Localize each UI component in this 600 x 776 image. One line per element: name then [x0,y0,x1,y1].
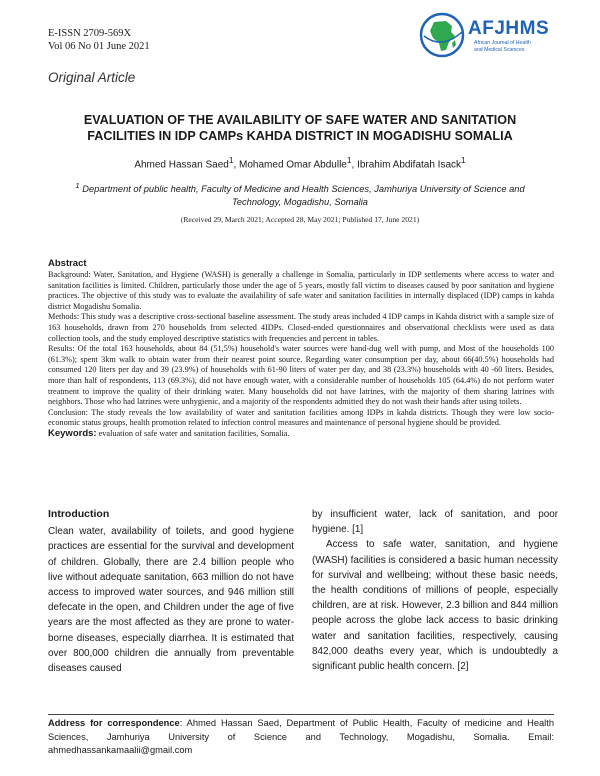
correspondence [48,717,554,758]
intro-column-right [312,507,558,674]
affiliation-marker: 1 [75,181,80,190]
keywords [48,429,554,440]
logo-subtitle-line1: African Journal of Health [474,40,531,46]
volume-info: Vol 06 No 01 June 2021 [48,41,150,52]
keywords-text: evaluation of safe water and sanitation facilities, Somalia. [96,428,290,438]
author-separator: , [351,159,358,171]
author-1-affiliation: 1 [228,155,234,165]
title-line-2: FACILITIES IN IDP CAMPs KAHDA DISTRICT IN MOGADISHU SOMALIA [87,129,513,143]
author-list [40,155,560,170]
intro-paragraph-1-continued: by insufficient water, lack of sanitation, and poor hygiene. [1] [312,509,558,536]
abstract-results: Results: Of the total 163 households, about 84 (51,5%) household's water sources were hand-dug well with pump, and Most of the households 100 (61.3%); spent 3km walk to obtain water from their nearest point source. Regarding water consumption per day, about 66(40.5%) households had consumed 120 liters per day and 39 (23.9%) of households with 61-90 liters of water per day, and 38 (23.3%) households with 40 -60 liters. Besides, more than half of respondents, 113 (69.3%), did not have enough water, with a considerable number of households 105 (64.4%) do not perform water treatment to improve the quality of their drinking water. Many households did not have latrines, with the majority of them sharing latrines with neighbors. Those who had latrines were unhygienic, and a majority of the respondents admitted they do not wash their hands after using toilets. [48,344,554,407]
intro-paragraph-1: Clean water, availability of toilets, and good hygiene practices are essential for the survival and development of children. Globally, there are 2.4 billion people who live without adequate sanitation, 663 million do not have access to improved water sources, and 946 million still defecate in the open, and Children under the age of five years are the most affected as they are prone to water-borne diseases, especially diarrhea. It is estimated that over 800,000 children die annually from preventable diseases caused [48,526,294,675]
logo-subtitle-line2: and Medical Sciences [474,46,525,53]
abstract-heading: Abstract [48,258,87,269]
publication-dates: (Received 29, March 2021; Accepted 28, May 2021; Published 17, June 2021) [180,215,420,224]
correspondence-label: Address for correspondence [48,718,180,728]
keywords-label: Keywords: [48,427,97,439]
intro-column-left [48,507,294,676]
author-1: Ahmed Hassan Saed [134,159,229,171]
paper-title [40,112,560,144]
intro-paragraph-2: Access to safe water, sanitation, and hygiene (WASH) facilities is considered a basic human necessity for survival and wellbeing; without these basic needs, the health conditions of millions of people, especially children, are at risk. However, 2.3 billion and 844 million people across the globe lack access to basic drinking water and sanitation facilities, respectively, causing 842,000 deaths every year, which is undoubtedly a significant public health concern. [2] [312,539,558,673]
affiliation-text: Department of public health, Faculty of Medicine and Health Sciences, Jamhuriya University of Science and Technology, Mogadishu, Somalia [79,184,525,207]
journal-info [48,27,150,53]
author-separator: , [233,159,240,171]
abstract [48,258,554,440]
abstract-methods: Methods: This study was a descriptive cross-sectional baseline assessment. The study areas included 4 IDP camps in Kahda district with a sample size of 163 households, drawn from 270 households from selected 4IDPs. Closed-ended questionnaires and observational checklists were used as data collection tools, and the study employed descriptive statistics with frequencies and percent in tables. [48,312,554,343]
affiliation [60,180,540,208]
correspondence-text: : Ahmed Hassan Saed, Department of Public Health, Faculty of medicine and Health Sciences, Jamhuriya University of Science and Technology, Mogadishu, Somalia. Email: ahmedhassankamaalii@gmail.com [48,718,554,755]
intro-heading: Introduction [48,508,110,520]
footer-divider [48,714,554,715]
journal-logo [418,10,558,66]
globe-icon [418,10,468,60]
logo-subtitle [474,40,554,53]
logo-title: AFJHMS [468,18,550,39]
abstract-background: Background: Water, Sanitation, and Hygiene (WASH) is generally a challenge in Somalia, particularly in IDP settlements where access to water and sanitation facilities is limited. Children, particularly those under the age of 5 years, mostly fall victim to diseases caused by poor sanitation and hygiene practices. The objective of this study was to evaluate the availability of safe water and sanitation facilities in internally displaced (IDP) camps in kahda district Mogadishu Somalia. [48,270,554,311]
article-type: Original Article [48,70,136,85]
author-3-affiliation: 1 [461,155,466,165]
abstract-conclusion: Conclusion: The study reveals the low availability of water and sanitation facilities among IDPs in kahda districts. Though they were low socio-economic status groups, health promotion related to infection control measures and maintenance of personal hygiene should be provided. [48,407,554,428]
title-line-1: EVALUATION OF THE AVAILABILITY OF SAFE WATER AND SANITATION [83,113,517,127]
author-2-affiliation: 1 [346,155,352,165]
issn: E-ISSN 2709-569X [48,28,132,39]
author-2: Mohamed Omar Abdulle [239,159,347,171]
author-3: Ibrahim Abdifatah Isack [357,159,462,171]
